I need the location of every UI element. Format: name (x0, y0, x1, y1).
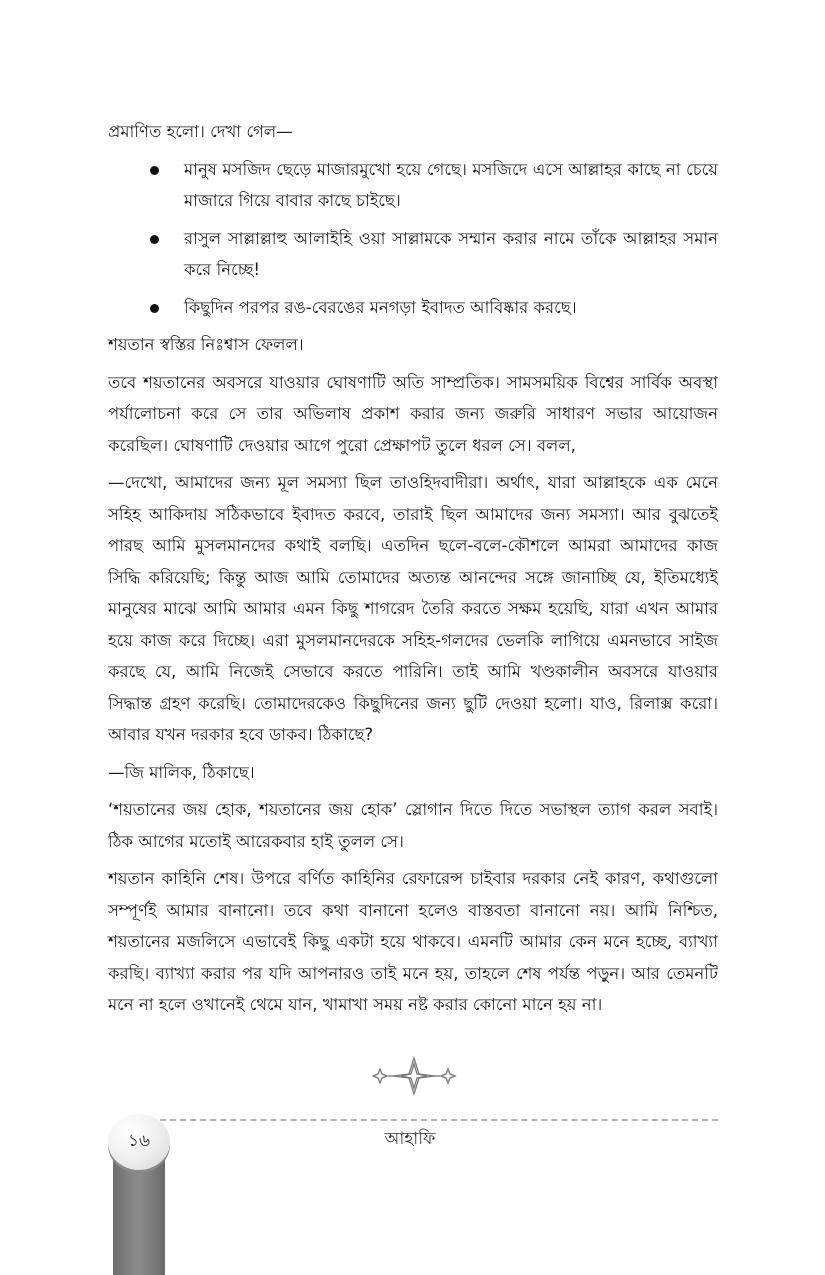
paragraph: তবে শয়তানের অবসরে যাওয়ার ঘোষণাটি অতি সাম্প্রতিক। সামসময়িক বিশ্বের সার্বিক অবস্থা পর্যালোচনা করে সে তার অভিলাষ প্রকাশ করার জন্য জরুরি সাধারণ সভার আয়োজন করেছিল। ঘোষণাটি দেওয়ার আগে পুরো প্রেক্ষাপট তুলে ধরল সে। বলল, (108, 372, 718, 455)
running-title: আহাফি (384, 1129, 436, 1149)
paragraph-dialogue: —দেখো, আমাদের জন্য মূল সমস্যা ছিল তাওহিদবাদীরা। অর্থাৎ, যারা আল্লাহকে এক মেনে সহিহ আকিদায় সঠিকভাবে ইবাদত করবে, তারাই ছিল আমাদের জন্য সমস্যা। আর বুঝতেই পারছ আমি মুসলমানদের কথাই বলছি। এতদিন ছলে-বলে-কৌশলে আমরা আমাদের কাজ সিদ্ধি করিয়েছি; কিন্তু আজ আমি তোমাদের অত্যন্ত আনন্দের সঙ্গে জানাচ্ছি যে, ইতিমধ্যেই মানুষের মাঝে আমি আমার এমন কিছু শাগরেদ তৈরি করতে সক্ষম হয়েছি, যারা এখন আমার হয়ে কাজ করে দিচ্ছে। এরা মুসলমানদেরকে সহিহ-গলদের ভেলকি লাগিয়ে এমনভাবে সাইজ করছে যে, আমি নিজেই সেভাবে করতে পারিনি। তাই আমি খণ্ডকালীন অবসরে যাওয়ার সিদ্ধান্ত গ্রহণ করেছি। তোমাদেরকেও কিছুদিনের জন্য ছুটি দেওয়া হলো। যাও, রিলাক্স করো। আবার যখন দরকার হবে ডাকব। ঠিকাছে? (108, 473, 718, 744)
paragraph-intro: প্রমাণিত হলো। দেখা গেল— (108, 122, 293, 141)
page-number: ১৬ (127, 1131, 151, 1151)
page-number-badge (108, 1114, 170, 1170)
bullet-dot-icon (150, 166, 159, 175)
bullet-item (108, 154, 718, 217)
page-body (108, 116, 718, 1027)
paragraph: শয়তান স্বস্তির নিঃশ্বাস ফেলল। (108, 335, 304, 354)
footer-divider (140, 1119, 718, 1121)
bullet-text: কিছুদিন পরপর রঙ-বেরঙের মনগড়া ইবাদত আবিষ্কার করছে। (184, 297, 577, 317)
ornament-sparkle-icon (366, 1054, 462, 1098)
paragraph: ‘শয়তানের জয় হোক, শয়তানের জয় হোক’ স্লোগান দিতে দিতে সভাস্থল ত্যাগ করল সবাই। ঠিক আগের মতোই আরেকবার হাই তুলল সে। (108, 800, 718, 851)
bullet-item (108, 223, 718, 286)
paragraph-closing: শয়তান কাহিনি শেষ। উপরে বর্ণিত কাহিনির রেফারেন্স চাইবার দরকার নেই কারণ, কথাগুলো সম্পূর্ণই আমার বানানো। তবে কথা বানানো হলেও বাস্তবতা বানানো নয়। আমি নিশ্চিত, শয়তানের মজলিসে এভাবেই কিছু একটা হয়ে থাকবে। এমনটি আমার কেন মনে হচ্ছে, ব্যাখ্যা করছি। ব্যাখ্যা করার পর যদি আপনারও তাই মনে হয়, তাহলে শেষ পর্যন্ত পড়ুন। আর তেমনটি মনে না হলে ওখানেই থেমে যান, খামাখা সময় নষ্ট করার কোনো মানে হয় না। (108, 869, 718, 1014)
paragraph-reply: —জি মালিক, ঠিকাছে। (108, 762, 255, 782)
bullet-dot-icon (150, 235, 159, 244)
bullet-text: মানুষ মসজিদ ছেড়ে মাজারমুখো হয়ে গেছে। মসজিদে এসে আল্লাহর কাছে না চেয়ে মাজারে গিয়ে বাবার কাছে চাইছে। (184, 159, 718, 210)
bullet-list (108, 154, 718, 324)
bullet-dot-icon (150, 304, 159, 313)
bullet-item (108, 292, 718, 324)
bullet-text: রাসুল সাল্লাল্লাহু আলাইহি ওয়া সাল্লামকে সম্মান করার নামে তাঁকে আল্লাহর সমান করে নিচ্ছে! (184, 228, 718, 279)
